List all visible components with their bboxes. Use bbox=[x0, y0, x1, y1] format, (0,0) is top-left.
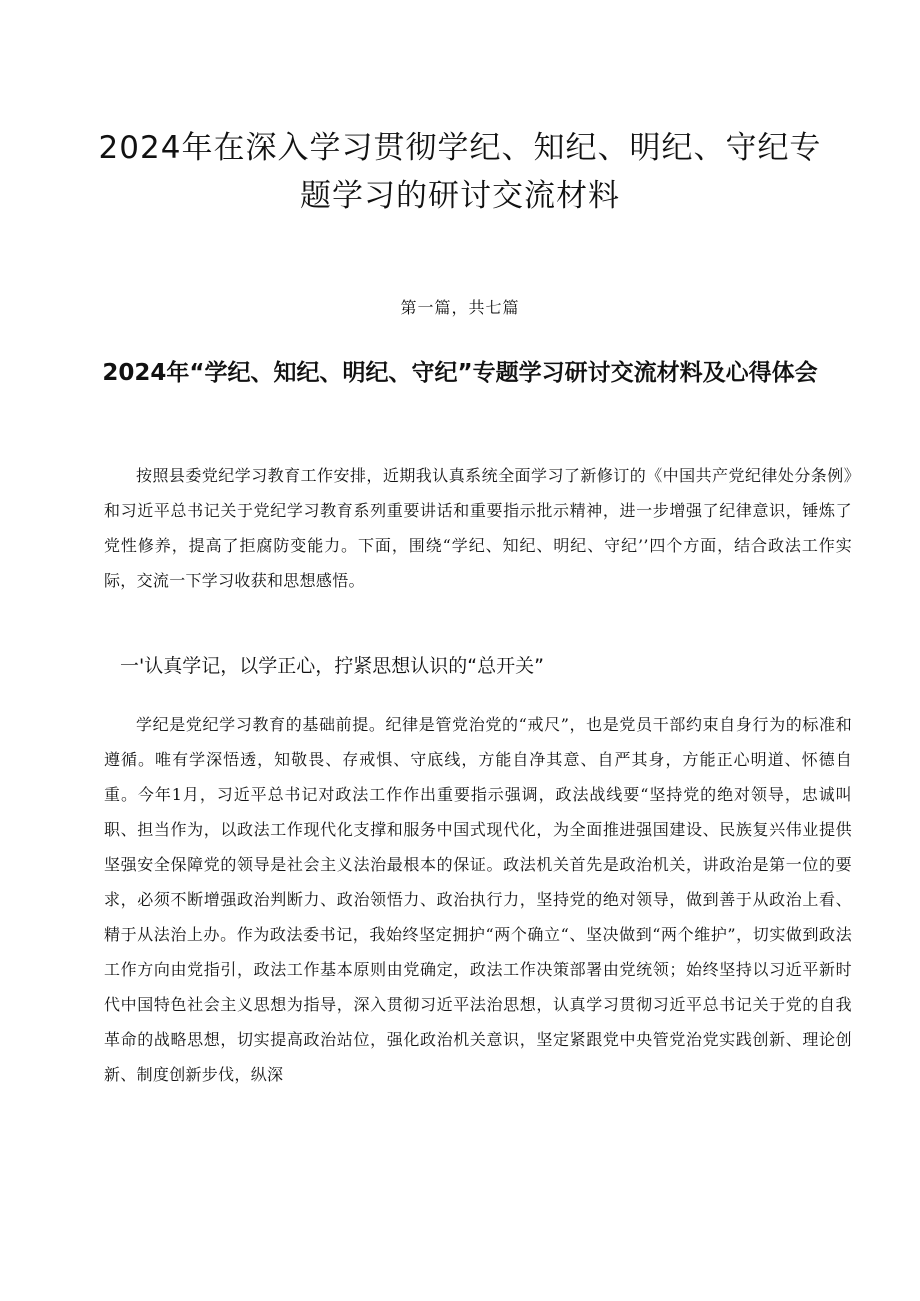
article-title: 2024年“学纪、知纪、明纪、守纪”专题学习研讨交流材料及心得体会 bbox=[102, 360, 818, 386]
part-label: 第一篇，共七篇 bbox=[400, 298, 520, 317]
section-heading: 一'认真学记，以学正心，拧紧思想认识的“总开关” bbox=[120, 655, 544, 677]
body-paragraph: 学纪是党纪学习教育的基础前提。纪律是管党治党的“戒尺”，也是党员干部约束自身行为的标准和遵循。唯有学深悟透，知敬畏、存戒惧、守底线，方能自净其意、自严其身，方能正心明道、怀德自重。今年1月，习近平总书记对政法工作作出重要指示强调，政法战线要“坚持党的绝对领导，忠诚叫职、担当作为，以政法工作现代化支撑和服务中国式现代化，为全面推进强国建设、民族复兴伟业提供坚强安全保障党的领导是社会主义法治最根本的保证。政法机关首先是政治机关，讲政治是第一位的要求，必须不断增强政治判断力、政治领悟力、政治执行力，坚持党的绝对领导，做到善于从政治上看、精于从法治上办。作为政法委书记，我始终坚定拥护“两个确立“、坚决做到“两个维护”，切实做到政法工作方向由党指引，政法工作基本原则由党确定，政法工作决策部署由党统领；始终坚持以习近平新时代中国特色社会主义思想为指导，深入贯彻习近平法治思想，认真学习贯彻习近平总书记关于党的自我革命的战略思想，切实提高政治站位，强化政治机关意识，坚定紧跟党中央管党治党实践创新、理论创新、制度创新步伐，纵深 bbox=[104, 715, 852, 1084]
intro-paragraph: 按照县委党纪学习教育工作安排，近期我认真系统全面学习了新修订的《中国共产党纪律处分条例》和习近平总书记关于党纪学习教育系列重要讲话和重要指示批示精神，进一步增强了纪律意识，锤炼了党性修养，提高了拒腐防变能力。下面，围绕“学纪、知纪、明纪、守纪’’四个方面，结合政法工作实际，交流一下学习收获和思想感悟。 bbox=[104, 466, 852, 590]
document-title: 2024年在深入学习贯彻学纪、知纪、明纪、守纪专题学习的研讨交流材料 bbox=[98, 130, 822, 214]
